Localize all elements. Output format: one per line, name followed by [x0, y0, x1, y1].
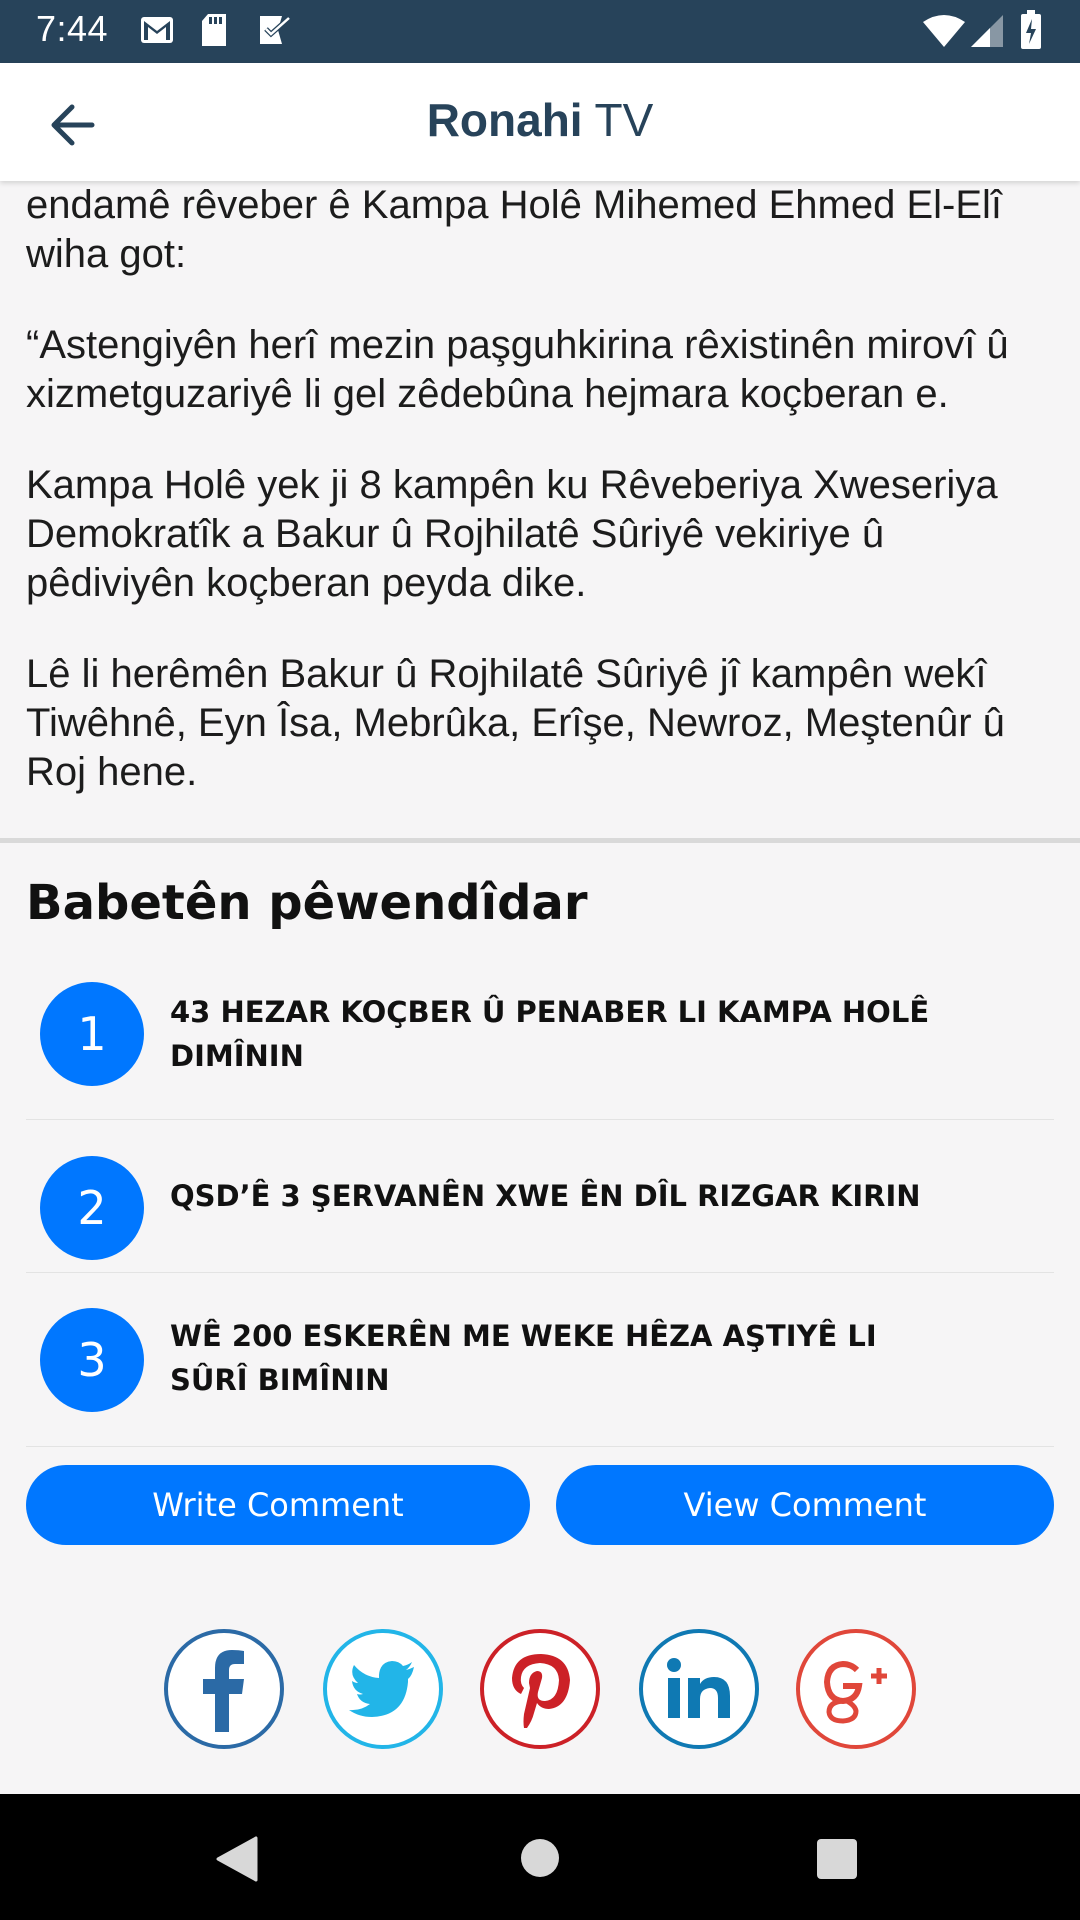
linkedin-share-button[interactable] [638, 1628, 760, 1750]
list-divider [26, 1446, 1054, 1447]
wifi-icon [922, 14, 966, 48]
facebook-share-button[interactable] [163, 1628, 285, 1750]
system-nav-bar [0, 1794, 1080, 1920]
app-title-light: TV [582, 94, 654, 146]
pinterest-share-button[interactable] [479, 1628, 601, 1750]
related-item-1[interactable] [26, 982, 1054, 1120]
view-comment-button[interactable]: View Comment [556, 1465, 1054, 1545]
related-number-badge: 1 [40, 982, 144, 1086]
pinterest-icon [479, 1628, 601, 1750]
status-time: 7:44 [36, 8, 109, 49]
related-number-badge: 2 [40, 1156, 144, 1260]
article-body [26, 181, 1056, 839]
related-item-2[interactable] [26, 1156, 1054, 1273]
related-section-title: Babetên pêwendîdar [26, 875, 588, 931]
google-plus-icon [795, 1628, 917, 1750]
signal-icon [970, 14, 1004, 48]
list-divider [26, 1119, 1054, 1120]
twitter-icon [322, 1628, 444, 1750]
facebook-icon [163, 1628, 285, 1750]
gmail-icon [140, 16, 174, 44]
article-paragraph: endamê rêveber ê Kampa Holê Mihemed Ehmed El-Elî wiha got: [26, 183, 1003, 276]
nav-recents-icon[interactable] [816, 1838, 858, 1880]
app-title-bold: Ronahi [426, 94, 583, 146]
related-item-title: 43 HEZAR KOÇBER Û PENABER LI KAMPA HOLÊ DIMÎNIN [170, 995, 930, 1073]
related-number-badge: 3 [40, 1308, 144, 1412]
article-paragraph: Lê li herêmên Bakur û Rojhilatê Sûriyê jî kampên wekî Tiwêhnê, Eyn Îsa, Mebrûka, Erîşe, Newroz, Meştenûr û Roj hene. [26, 652, 1005, 794]
article-paragraph: Kampa Holê yek ji 8 kampên ku Rêveberiya Xweseriya Demokratîk a Bakur û Rojhilatê Sûriyê vekiriye û pêdiviyên koçberan peyda dike. [26, 463, 998, 605]
nav-back-icon[interactable] [214, 1836, 260, 1882]
twitter-share-button[interactable] [322, 1628, 444, 1750]
related-item-3[interactable] [26, 1308, 1054, 1447]
status-bar [0, 0, 1080, 63]
task-check-icon [258, 14, 292, 46]
related-item-title: WÊ 200 ESKERÊN ME WEKE HÊZA AŞTIYÊ LI SÛRÎ BIMÎNIN [170, 1319, 877, 1397]
list-divider [26, 1272, 1054, 1273]
section-divider [0, 838, 1080, 843]
related-item-title: QSD’Ê 3 ŞERVANÊN XWE ÊN DÎL RIZGAR KIRIN [170, 1179, 921, 1213]
write-comment-button[interactable]: Write Comment [26, 1465, 530, 1545]
nav-home-icon[interactable] [518, 1836, 562, 1880]
google-plus-share-button[interactable] [795, 1628, 917, 1750]
linkedin-icon [638, 1628, 760, 1750]
app-bar [0, 63, 1080, 181]
battery-charging-icon [1020, 10, 1042, 50]
app-title [0, 93, 1080, 147]
sd-card-icon [200, 13, 228, 47]
article-paragraph: “Astengiyên herî mezin paşguhkirina rêxistinên mirovî û xizmetguzariyê li gel zêdebûna hejmara koçberan e. [26, 323, 1009, 416]
